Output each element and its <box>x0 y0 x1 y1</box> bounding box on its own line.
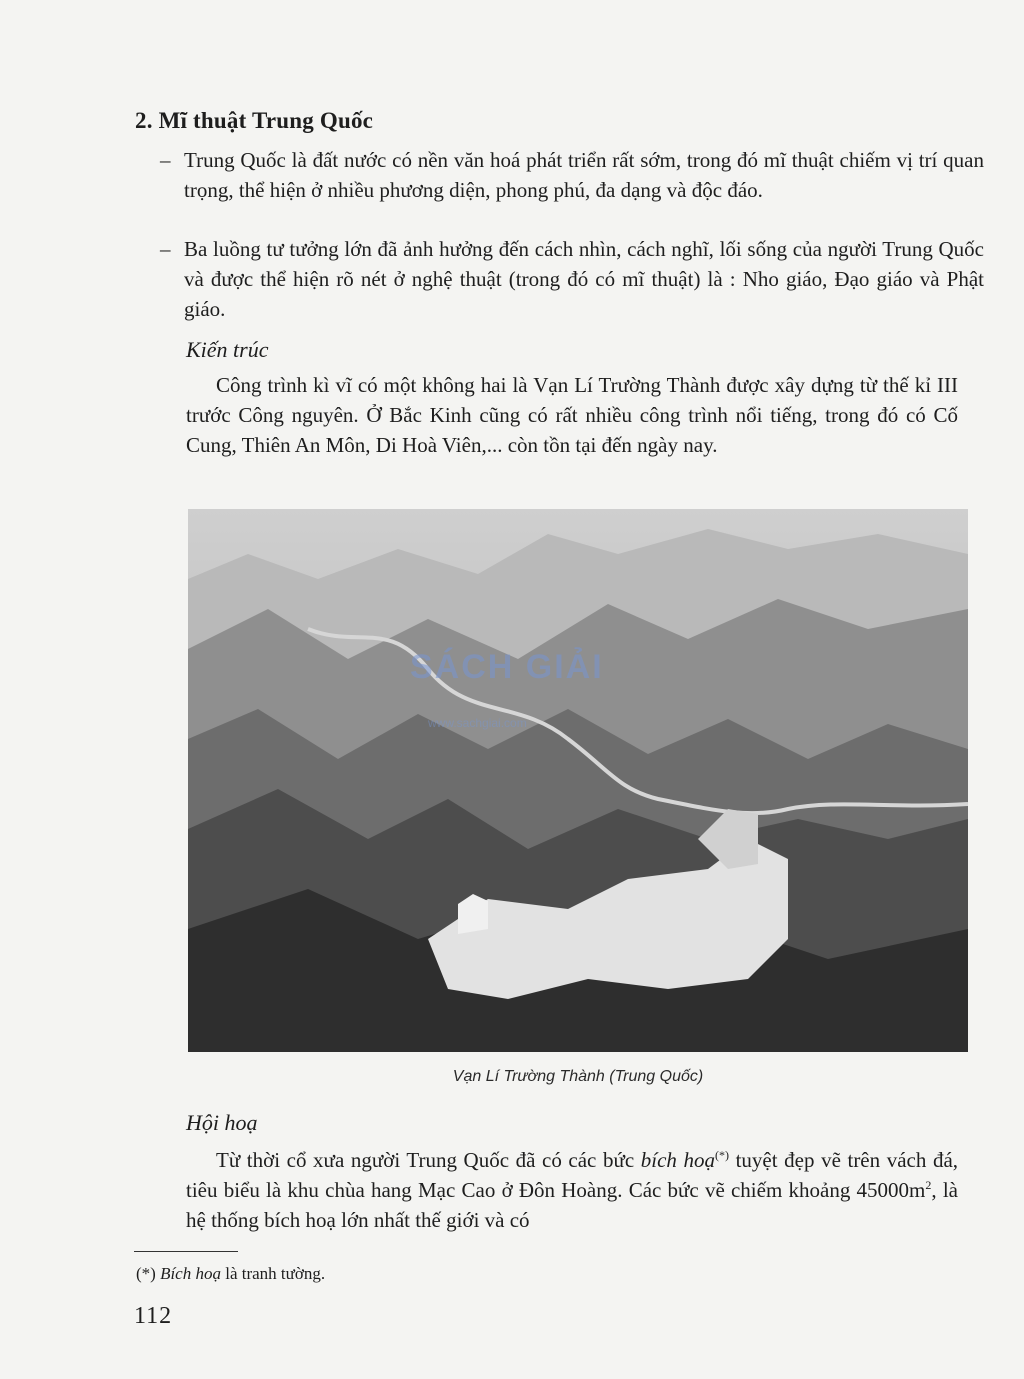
bullet-dash: – <box>160 148 171 172</box>
footnote-reference: (*) <box>715 1148 730 1162</box>
footnote-text: là tranh tường. <box>220 1264 326 1283</box>
page-number: 112 <box>134 1303 173 1329</box>
footnote-term: Bích hoạ <box>160 1264 221 1283</box>
bullet-text: Ba luồng tư tưởng lớn đã ảnh hưởng đến cách nhìn, cách nghĩ, lối sống của người Trung Quốc và được thể hiện rõ nét ở nghệ thuật (trong đó có mĩ thuật) là : Nho giáo, Đạo giáo và Phật giáo. <box>184 237 984 321</box>
footnote-divider <box>134 1251 238 1252</box>
superscript-2: 2 <box>925 1178 932 1192</box>
footnote <box>136 1264 325 1284</box>
bullet-text: Trung Quốc là đất nước có nền văn hoá phát triển rất sớm, trong đó mĩ thuật chiếm vị trí quan trọng, thể hiện ở nhiều phương diện, phong phú, đa dạng và độc đáo. <box>184 148 984 202</box>
painting-text-2: tuyệt đẹp vẽ trên vách đá, tiêu biểu là khu chùa hang Mạc Cao ở Đôn Hoàng. Các bức vẽ chiếm khoảng 45000m <box>186 1148 959 1202</box>
painting-paragraph <box>186 1145 958 1235</box>
painting-text-1: Từ thời cổ xưa người Trung Quốc đã có các bức <box>216 1148 641 1172</box>
bullet-item <box>160 234 984 324</box>
photo-illustration <box>188 509 968 1052</box>
footnote-marker: (*) <box>136 1264 156 1283</box>
photo-caption: Vạn Lí Trường Thành (Trung Quốc) <box>452 1068 704 1085</box>
section-heading: 2. Mĩ thuật Trung Quốc <box>135 108 374 133</box>
painting-subheading: Hội hoạ <box>186 1110 258 1135</box>
bullet-item <box>160 145 984 205</box>
architecture-paragraph: Công trình kì vĩ có một không hai là Vạn Lí Trường Thành được xây dựng từ thế kỉ III trước Công nguyên. Ở Bắc Kinh cũng có rất nhiều công trình nổi tiếng, trong đó có Cố Cung, Thiên An Môn, Di Hoà Viên,... còn tồn tại đến ngày nay. <box>186 373 958 457</box>
watermark-logo: SÁCH GIẢI <box>410 648 604 686</box>
bullet-dash: – <box>160 237 171 261</box>
great-wall-photo <box>188 509 968 1052</box>
watermark-url: www.sachgiai.com <box>428 716 527 730</box>
architecture-subheading: Kiến trúc <box>186 337 269 362</box>
painting-text-3: , là hệ thống bích hoạ lớn nhất thế giới và có <box>186 1178 958 1232</box>
painting-term: bích hoạ <box>640 1148 716 1172</box>
